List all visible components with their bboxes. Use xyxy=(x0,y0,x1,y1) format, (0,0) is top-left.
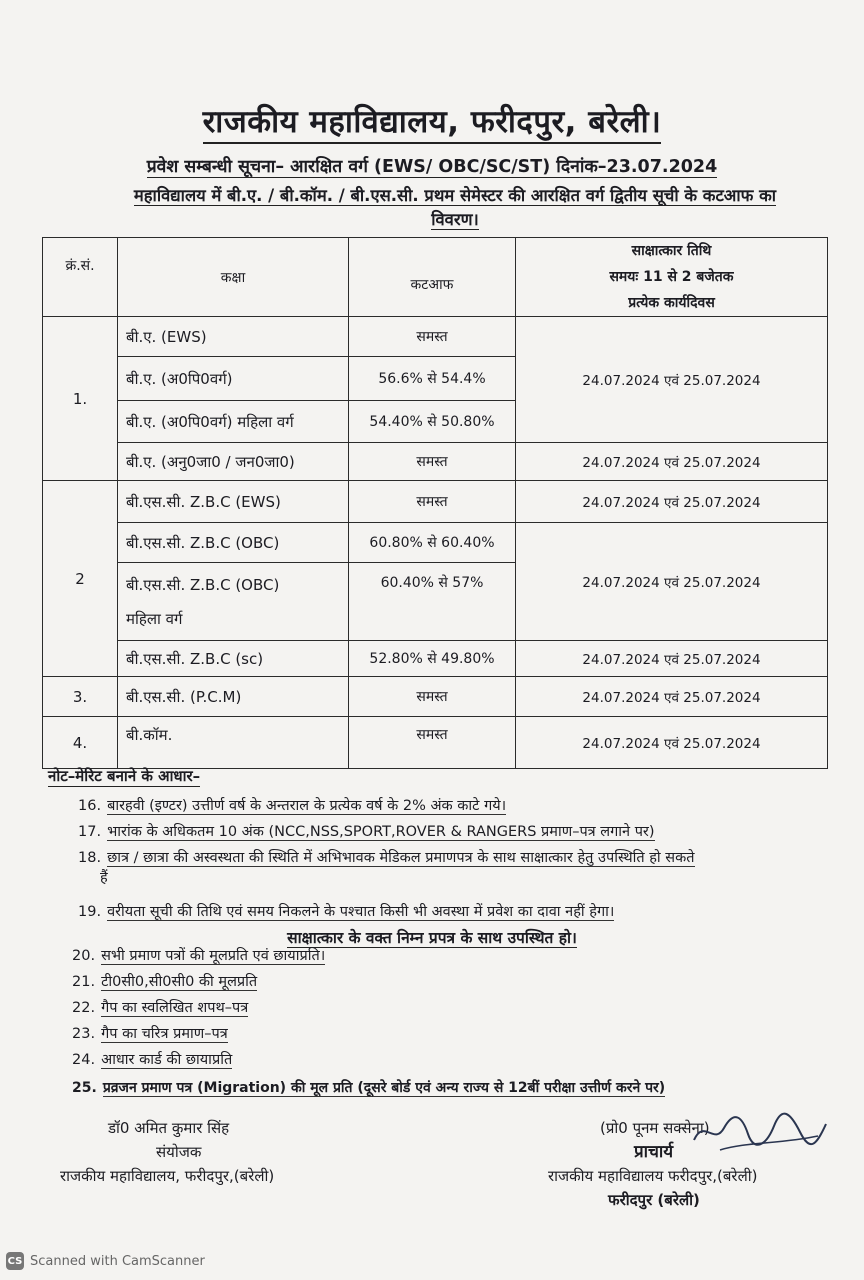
table-row xyxy=(43,717,828,769)
coordinator-name: डॉ0 अमित कुमार सिंह xyxy=(108,1119,230,1137)
row-date: 24.07.2024 एवं 25.07.2024 xyxy=(516,641,828,677)
table-row xyxy=(43,641,828,677)
note-item: 17. भारांक के अधिकतम 10 अंक (NCC,NSS,SPORT,ROVER & RANGERS प्रमाण–पत्र लगाने पर) xyxy=(78,824,655,840)
header-cutoff: कटआफ xyxy=(349,238,516,317)
row-class: बी.ए. (अ0पि0वर्ग) xyxy=(118,357,349,401)
doc-item: 25. प्रव्रजन प्रमाण पत्र (Migration) की मूल प्रति (दूसरे बोर्ड एवं अन्य राज्य से 12बीं परीक्षा उत्तीर्ण करने पर) xyxy=(72,1080,666,1096)
interview-heading: साक्षात्कार के वक्त निम्न प्रपत्र के साथ उपस्थित हो। xyxy=(287,929,577,947)
row-cutoff: समस्त xyxy=(349,317,516,357)
principal-place: फरीदपुर (बरेली) xyxy=(608,1191,700,1209)
principal-org: राजकीय महाविद्यालय फरीदपुर,(बरेली) xyxy=(548,1167,758,1185)
table-row xyxy=(43,443,828,481)
note-item: 19. वरीयता सूची की तिथि एवं समय निकलने के पश्चात किसी भी अवस्था में प्रवेश का दावा नहीं हेगा। xyxy=(78,904,615,920)
row-cutoff: समस्त xyxy=(349,481,516,523)
table-header-row xyxy=(43,238,828,317)
table-row xyxy=(43,481,828,523)
principal-name: (प्रो0 पूनम सक्सेना) xyxy=(600,1119,710,1137)
table-row xyxy=(43,523,828,563)
row-class: बी.कॉम. xyxy=(118,717,349,769)
handwritten-signature-icon xyxy=(690,1106,830,1156)
row-date: 24.07.2024 एवं 25.07.2024 xyxy=(516,523,828,641)
cutoff-table xyxy=(42,237,828,769)
coordinator-signature xyxy=(60,1116,274,1188)
note-item: 16. बारहवी (इण्टर) उत्तीर्ण वर्ष के अन्तराल के प्रत्येक वर्ष के 2% अंक काटे गये। xyxy=(78,798,507,814)
row-sno: 4. xyxy=(43,717,118,769)
table-row xyxy=(43,677,828,717)
row-class: बी.ए. (अ0पि0वर्ग) महिला वर्ग xyxy=(118,401,349,443)
row-class: बी.ए. (EWS) xyxy=(118,317,349,357)
scanner-watermark-text: Scanned with CamScanner xyxy=(30,1253,205,1269)
scanner-watermark xyxy=(6,1252,205,1270)
notice-subtitle: प्रवेश सम्बन्धी सूचना– आरक्षित वर्ग (EWS/ OBC/SC/ST) दिनांक–23.07.2024 xyxy=(146,157,718,177)
notes-heading: नोट–मेरिट बनाने के आधार– xyxy=(48,767,201,785)
row-sno: 2 xyxy=(43,481,118,677)
row-cutoff: 52.80% से 49.80% xyxy=(349,641,516,677)
header-class: कक्षा xyxy=(118,238,349,317)
row-date: 24.07.2024 एवं 25.07.2024 xyxy=(516,677,828,717)
row-cutoff: समस्त xyxy=(349,443,516,481)
row-class: बी.एस.सी. Z.B.C (OBC) xyxy=(118,523,349,563)
row-cutoff: समस्त xyxy=(349,717,516,769)
camscanner-logo-icon: CS xyxy=(6,1252,24,1270)
doc-item: 20. सभी प्रमाण पत्रों की मूलप्रति एवं छायाप्रति। xyxy=(72,948,326,964)
page-title: राजकीय महाविद्यालय, फरीदपुर, बरेली। xyxy=(0,100,864,142)
doc-item: 24. आधार कार्ड की छायाप्रति xyxy=(72,1052,233,1068)
doc-item: 21. टी0सी0,सी0सी0 की मूलप्रति xyxy=(72,974,258,990)
row-date: 24.07.2024 एवं 25.07.2024 xyxy=(516,443,828,481)
row-date: 24.07.2024 एवं 25.07.2024 xyxy=(516,481,828,523)
doc-item: 22. गैप का स्वलिखित शपथ–पत्र xyxy=(72,1000,249,1016)
row-sno: 3. xyxy=(43,677,118,717)
note-item: 18. छात्र / छात्रा की अस्वस्थता की स्थिति में अभिभावक मेडिकल प्रमाणपत्र के साथ साक्षात्कार हेतु उपस्थिति हो सकते xyxy=(78,850,695,866)
row-date: 24.07.2024 एवं 25.07.2024 xyxy=(516,317,828,443)
row-class: बी.ए. (अनु0जा0 / जन0जा0) xyxy=(118,443,349,481)
doc-item: 23. गैप का चरित्र प्रमाण–पत्र xyxy=(72,1026,228,1042)
row-cutoff: 54.40% से 50.80% xyxy=(349,401,516,443)
note-item-continuation: हैं xyxy=(100,870,108,886)
principal-role: प्राचार्य xyxy=(634,1142,674,1162)
coordinator-org: राजकीय महाविद्यालय, फरीदपुर,(बरेली) xyxy=(60,1167,275,1185)
header-interview-date: साक्षात्कार तिथि समयः 11 से 2 बजेतक प्रत्येक कार्यदिवस xyxy=(516,238,828,317)
row-cutoff: 60.80% से 60.40% xyxy=(349,523,516,563)
row-class: बी.एस.सी. Z.B.C (EWS) xyxy=(118,481,349,523)
notice-intro: महाविद्यालय में बी.ए. / बी.कॉम. / बी.एस.सी. प्रथम सेमेस्टर की आरक्षित वर्ग द्वितीय सूची के कटआफ का विवरण। xyxy=(133,186,777,229)
row-class: बी.एस.सी. Z.B.C (sc) xyxy=(118,641,349,677)
row-cutoff: समस्त xyxy=(349,677,516,717)
row-sno: 1. xyxy=(43,317,118,481)
row-class: बी.एस.सी. (P.C.M) xyxy=(118,677,349,717)
row-date: 24.07.2024 एवं 25.07.2024 xyxy=(516,717,828,769)
row-class: बी.एस.सी. Z.B.C (OBC) महिला वर्ग xyxy=(118,563,349,641)
header-sno: क्रं.सं. xyxy=(43,238,118,317)
row-cutoff: 56.6% से 54.4% xyxy=(349,357,516,401)
row-cutoff: 60.40% से 57% xyxy=(349,563,516,641)
coordinator-role: संयोजक xyxy=(156,1143,202,1161)
table-row xyxy=(43,317,828,357)
